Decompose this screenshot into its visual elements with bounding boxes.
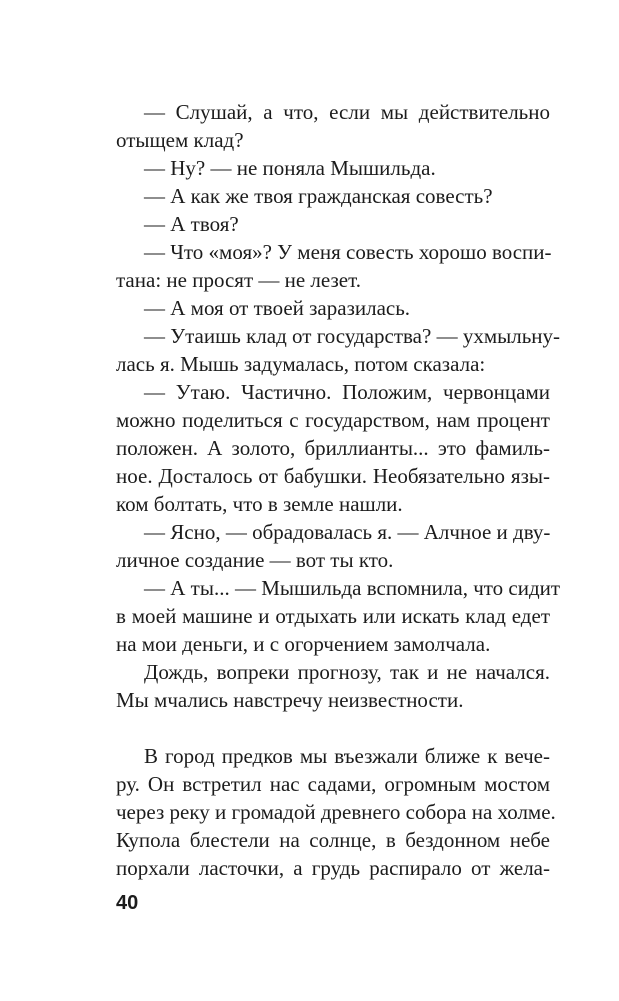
text-line: Дождь, вопреки прогнозу, так и не начался.	[144, 660, 550, 684]
text-line: через реку и громадой древнего собора на холме.	[116, 800, 556, 824]
text-line: отыщем клад?	[116, 128, 244, 152]
text-line: — Слушай, а что, если мы действительно	[144, 100, 550, 124]
text-line: — Утаишь клад от государства? — ухмыльну-	[144, 324, 561, 348]
text-line: — Утаю. Частично. Положим, червонцами	[144, 380, 550, 404]
text-line: Купола блестели на солнце, в бездонном небе	[116, 828, 550, 852]
text-line: в моей машине и отдыхать или искать клад едет	[116, 604, 550, 628]
text-line: личное создание — вот ты кто.	[116, 548, 394, 572]
text-line: ком болтать, что в земле нашли.	[116, 492, 403, 516]
text-line: — Ясно, — обрадовалась я. — Алчное и дву-	[144, 520, 551, 544]
text-line: — А твоя?	[144, 212, 239, 236]
text-line: ру. Он встретил нас садами, огромным мостом	[116, 772, 550, 796]
text-line: на мои деньги, и с огорчением замолчала.	[116, 632, 491, 656]
text-line: — А ты... — Мышильда вспомнила, что сидит	[144, 576, 561, 600]
text-line: — Что «моя»? У меня совесть хорошо воспи-	[144, 240, 552, 264]
text-line: ное. Досталось от бабушки. Необязательно язы-	[116, 464, 550, 488]
text-line: лась я. Мышь задумалась, потом сказала:	[116, 352, 486, 376]
text-line: Мы мчались навстречу неизвестности.	[116, 688, 464, 712]
text-line: порхали ласточки, а грудь распирало от жела-	[116, 856, 550, 880]
text-line: — Ну? — не поняла Мышильда.	[144, 156, 436, 180]
text-line: — А как же твоя гражданская совесть?	[144, 184, 493, 208]
text-line: можно поделиться с государством, нам процент	[116, 408, 550, 432]
text-line: В город предков мы въезжали ближе к вече-	[144, 744, 550, 768]
text-line: тана: не просят — не лезет.	[116, 268, 361, 292]
text-line: положен. А золото, бриллианты... это фамиль-	[116, 436, 550, 460]
text-line: — А моя от твоей заразилась.	[144, 296, 411, 320]
page-number: 40	[116, 892, 139, 914]
